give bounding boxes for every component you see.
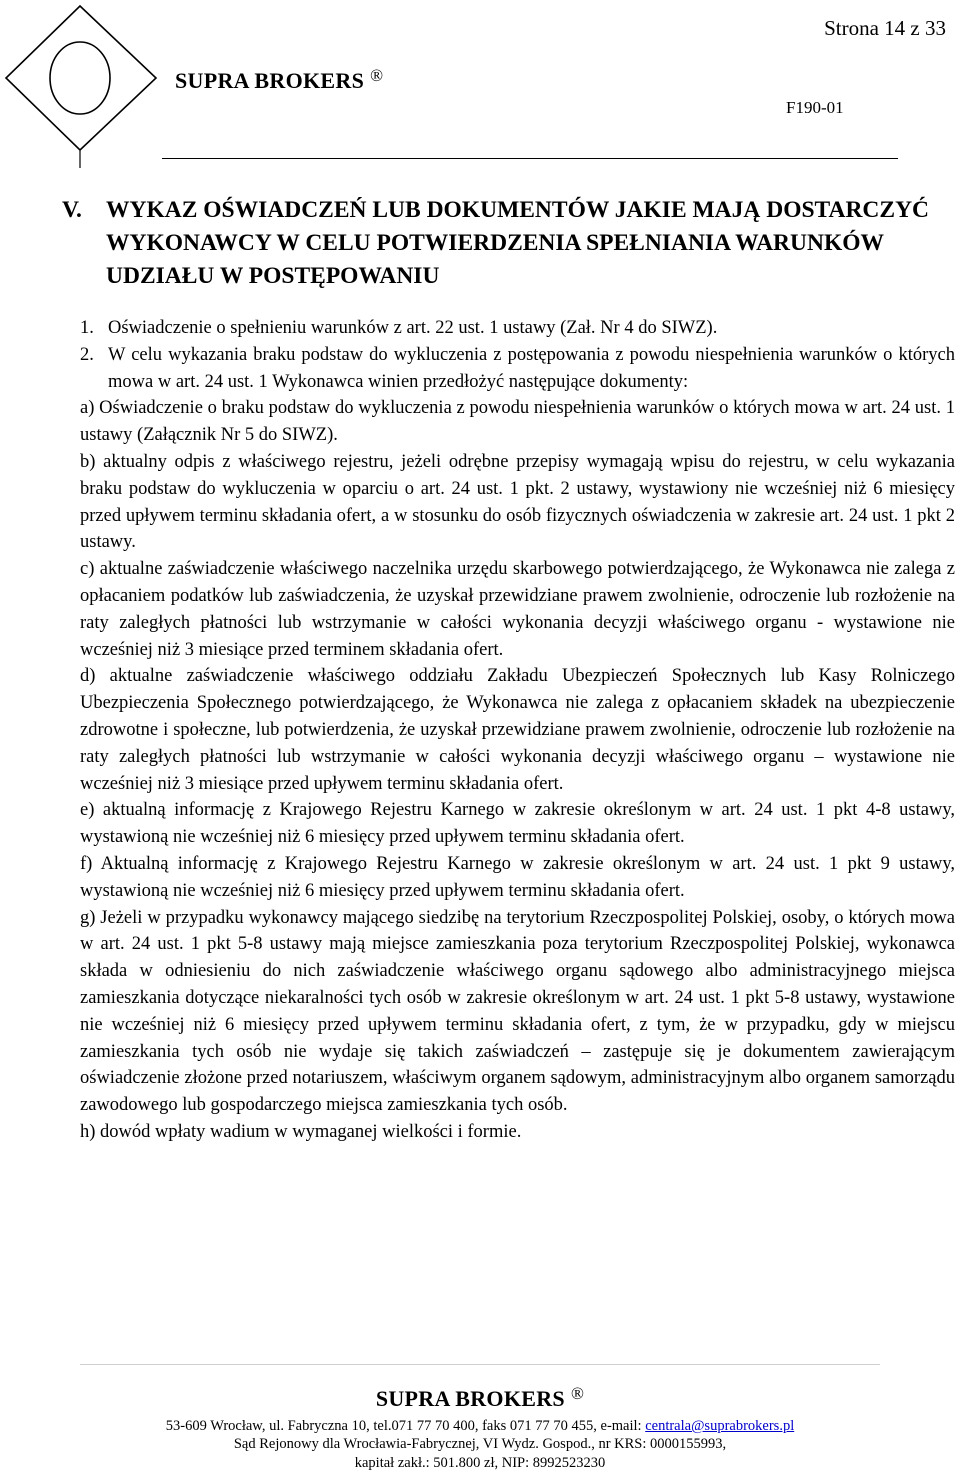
subitem-f: f) Aktualną informację z Krajowego Rejestru Karnego w zakresie określonym w art. 24 ust. 1 pkt 9 ustawy, wystawioną nie wcześniej niż 6 miesięcy przed upływem terminu składania ofert. bbox=[80, 853, 955, 901]
registered-icon: ® bbox=[570, 1384, 585, 1403]
subitem-h: h) dowód wpłaty wadium w wymaganej wielkości i formie. bbox=[80, 1121, 522, 1142]
document-body bbox=[80, 315, 955, 1146]
subitem-b: b) aktualny odpis z właściwego rejestru, jeżeli odrębne przepisy wymagają wpisu do rejestru, w celu wykazania braku podstaw do wykluczenia w oparciu o art. 24 ust. 1 pkt. 2 ustawy, wystawiony nie wcześniej niż 6 miesięcy przed upływem terminu składania ofert, a w stosunku do osób fizycznych oświadczenia w zakresie art. 24 ust. 1 pkt 2 ustawy. bbox=[80, 451, 955, 553]
section-number: V. bbox=[62, 197, 82, 223]
section-title: WYKAZ OŚWIADCZEŃ LUB DOKUMENTÓW JAKIE MAJĄ DOSTARCZYĆ WYKONAWCY W CELU POTWIERDZENIA SPEŁNIANIA WARUNKÓW UDZIAŁU W POSTĘPOWANIU bbox=[106, 197, 930, 289]
company-logo bbox=[0, 0, 162, 172]
list-item-text: W celu wykazania braku podstaw do wykluczenia z postępowania z powodu niespełnienia warunków o których mowa w art. 24 ust. 1 Wykonawca winien przedłożyć następujące dokumenty: bbox=[108, 344, 955, 392]
subitem-a: a) Oświadczenie o braku podstaw do wykluczenia z powodu niespełnienia warunków o których mowa w art. 24 ust. 1 ustawy (Załącznik Nr 5 do SIWZ). bbox=[80, 398, 955, 446]
footer-court: Sąd Rejonowy dla Wrocławia-Fabrycznej, VI Wydz. Gospod., nr KRS: 0000155993, bbox=[233, 1436, 727, 1452]
footer-capital: kapitał zakł.: 501.800 zł, NIP: 8992523230 bbox=[354, 1455, 606, 1471]
footer-address-text: 53-609 Wrocław, ul. Fabryczna 10, tel.071 77 70 400, faks 071 77 70 455, e-mail: bbox=[165, 1418, 646, 1434]
footer-brand-name: SUPRA BROKERS bbox=[375, 1386, 565, 1411]
registered-icon: ® bbox=[370, 66, 384, 85]
list-item-text: Oświadczenie o spełnieniu warunków z art. 22 ust. 1 ustawy (Zał. Nr 4 do SIWZ). bbox=[108, 318, 718, 338]
page-number: Strona 14 z 33 bbox=[824, 16, 946, 40]
subitem-c: c) aktualne zaświadczenie właściwego naczelnika urzędu skarbowego potwierdzającego, że Wykonawca nie zalega z opłacaniem podatków lub zaświadczenia, że uzyskał przewidziane prawem zwolnienie, odroczenie lub rozłożenie na raty zaległych płatności lub wstrzymanie w całości wykonania decyzji właściwego organu - wystawione nie wcześniej niż 3 miesiące przed terminem składania ofert. bbox=[80, 559, 955, 660]
footer-brand bbox=[0, 1384, 960, 1412]
subitem-e: e) aktualną informację z Krajowego Rejestru Karnego w zakresie określonym w art. 24 ust. 1 pkt 4-8 ustawy, wystawioną nie wcześniej niż 6 miesięcy przed upływem terminu składania ofert. bbox=[80, 800, 955, 848]
header-divider bbox=[162, 158, 898, 159]
section-heading bbox=[62, 194, 942, 293]
list-item-number: 1. bbox=[80, 318, 94, 338]
list-item-number: 2. bbox=[80, 344, 94, 365]
brand-name: SUPRA BROKERS bbox=[175, 68, 365, 93]
list-item-1 bbox=[80, 315, 955, 342]
list-item-2 bbox=[80, 342, 955, 396]
subitem-d: d) aktualne zaświadczenie właściwego oddziału Zakładu Ubezpieczeń Społecznych lub Kasy Rolniczego Ubezpieczenia Społecznego potwierdzającego, że Wykonawca nie zalega z opłacaniem składek na ubezpieczenie zdrowotne i społeczne, lub potwierdzenia, że uzyskał przewidziane prawem zwolnienie, odroczenie lub rozłożenie na raty zaległych płatności lub wstrzymanie w całości wykonania decyzji właściwego organu – wystawione nie wcześniej niż 3 miesiące przed upływem terminu składania ofert. bbox=[80, 666, 955, 794]
document-id: F190-01 bbox=[786, 98, 844, 117]
header-brand bbox=[175, 66, 383, 94]
email-link[interactable]: centrala@suprabrokers.pl bbox=[645, 1418, 795, 1434]
subitem-g: g) Jeżeli w przypadku wykonawcy mającego siedzibę na terytorium Rzeczpospolitej Polskiej, osoby, o których mowa w art. 24 ust. 1 pkt 5-8 ustawy mają miejsce zamieszkania poza terytorium Rzeczpospolitej Polskiej, wykonawca składa w odniesieniu do nich zaświadczenie właściwego organu sądowego albo administracyjnego miejsca zamieszkania dotyczące niekaralności tych osób w zakresie określonym w art. 24 ust. 1 pkt 5-8 ustawy, wystawione nie wcześniej niż 6 miesięcy przed upływem terminu składania ofert, z tym, że w przypadku, gdy w miejscu zamieszkania tych osób nie wydaje się takich zaświadczeń – zastępuje się je dokumentem zawierającym oświadczenie złożone przed notariuszem, właściwym organem sądowym, administracyjnym albo organem samorządu zawodowego lub gospodarczego miejsca zamieszkania tych osób. bbox=[80, 907, 955, 1116]
footer-address bbox=[0, 1418, 960, 1435]
footer-divider bbox=[80, 1364, 880, 1365]
